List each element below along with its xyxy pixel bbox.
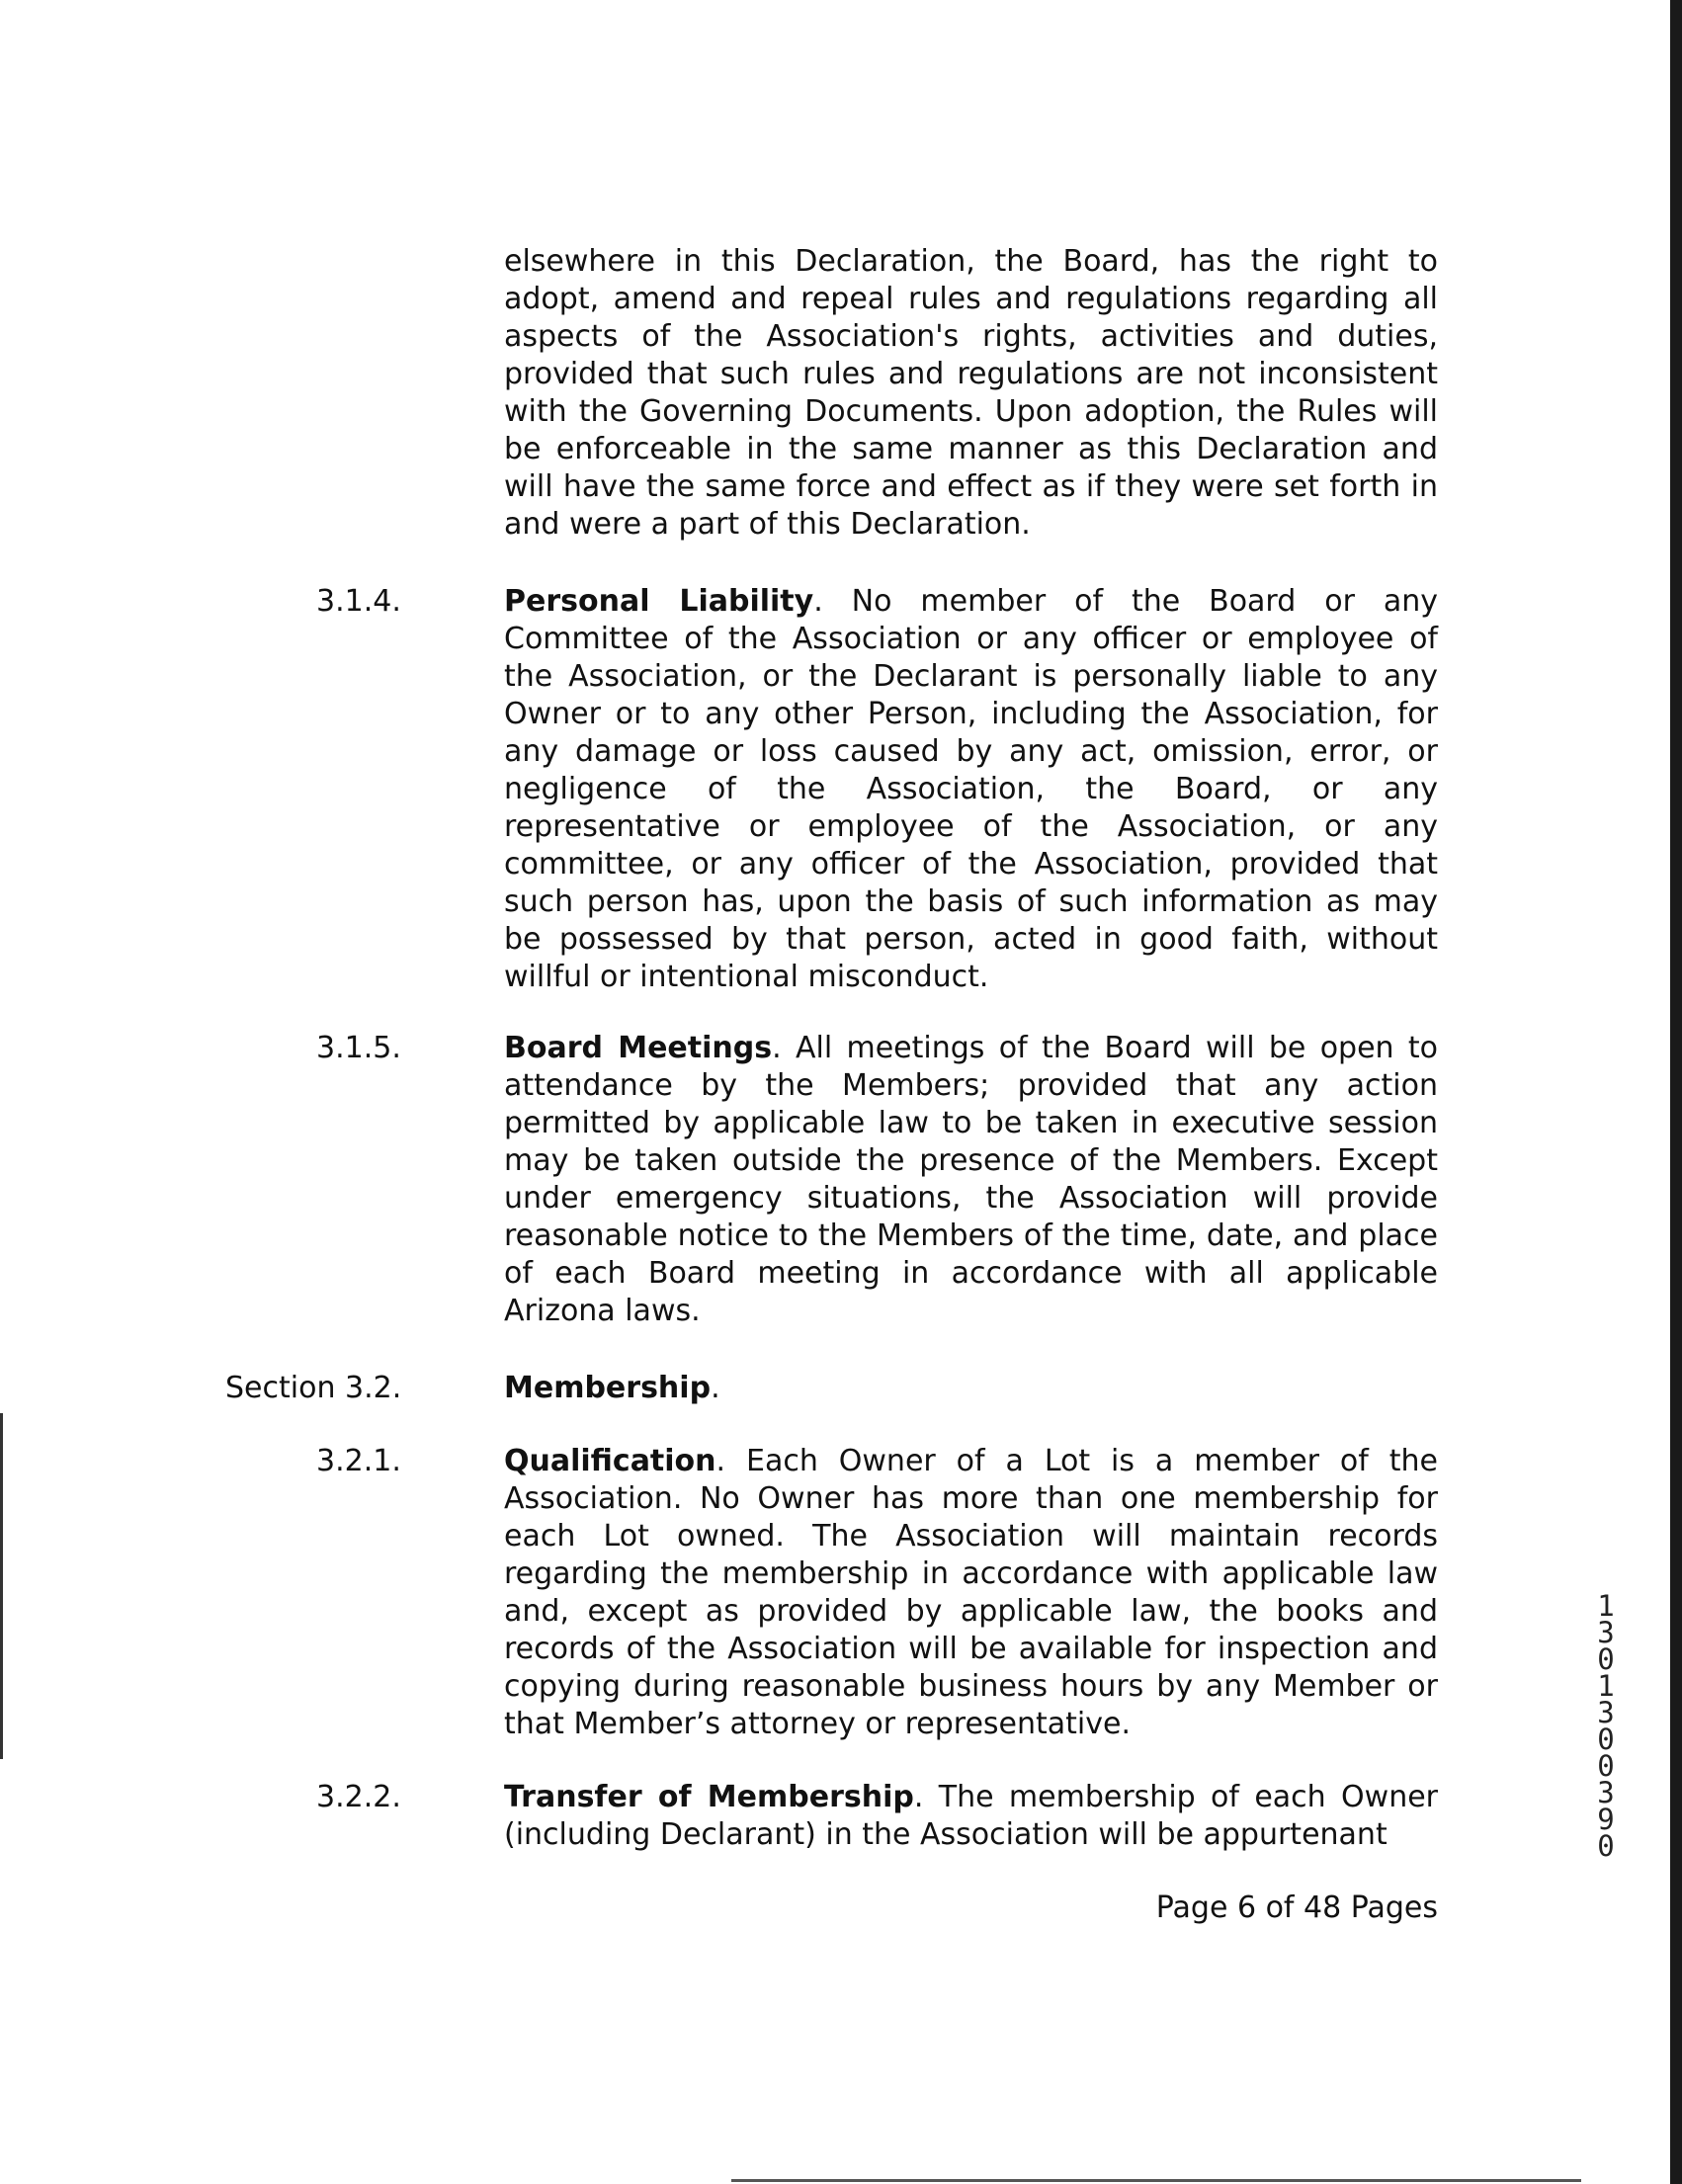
section-3-2-2-heading-punct: . — [913, 1780, 924, 1814]
section-number-3-2-1: 3.2.1. — [316, 1444, 401, 1478]
section-3-1-5-body: All meetings of the Board will be open to attendance by the Members; provided that any action permitted by applicable law to be taken in executive session may be taken outside the presence of the Members. Except under emergency situations, the Association will provide reasonable notice to the Members of the time, date, and place of each Board meeting in accordance with all applicable Arizona laws. — [504, 1031, 1438, 1328]
section-number-3-1-5: 3.1.5. — [316, 1031, 401, 1065]
scan-edge-right — [1670, 0, 1682, 2184]
section-3-1-4-heading: Personal Liability — [504, 584, 814, 619]
section-3-1-5-heading: Board Meetings — [504, 1031, 773, 1065]
section-number-3-2-2: 3.2.2. — [316, 1780, 401, 1814]
section-3-2-heading: Membership — [504, 1371, 712, 1405]
section-3-2-paragraph — [504, 1370, 1438, 1407]
section-3-1-4-paragraph — [504, 583, 1438, 996]
section-3-2-2-paragraph — [504, 1779, 1438, 1854]
section-3-2-1-body: Each Owner of a Lot is a member of the Association. No Owner has more than one membership for each Lot owned. The Association will maintain records regarding the membership in accordance with applicable law and, except as provided by applicable law, the books and records of the Association will be available for inspection and copying during reasonable business hours by any Member or that Member’s attorney or representative. — [504, 1444, 1438, 1741]
section-3-2-2-body: The membership of each Owner (including Declarant) in the Association will be appurtenant — [504, 1780, 1438, 1852]
recording-stamp: 13013 00390 — [1597, 1589, 1615, 1863]
section-3-2-1-heading: Qualification — [504, 1444, 716, 1478]
section-3-1-5-paragraph — [504, 1030, 1438, 1330]
section-3-2-1-paragraph — [504, 1443, 1438, 1743]
page-footer: Page 6 of 48 Pages — [1155, 1890, 1438, 1925]
section-3-1-4-heading-punct: . — [813, 584, 823, 619]
scan-edge-left-mark — [0, 1413, 3, 1759]
continuation-paragraph: elsewhere in this Declaration, the Board, has the right to adopt, amend and repeal rules and regulations regarding all aspects of the Association's rights, activities and duties, provided that such rules and regulations are not inconsistent with the Governing Documents. Upon adoption, the Rules will be enforceable in the same manner as this Declaration and will have the same force and effect as if they were set forth in and were a part of this Declaration. — [504, 244, 1438, 542]
scan-edge-bottom-mark — [731, 2179, 1581, 2182]
section-number-3-2: Section 3.2. — [225, 1371, 402, 1405]
section-3-1-5-heading-punct: . — [772, 1031, 782, 1065]
section-3-2-1-heading-punct: . — [715, 1444, 726, 1478]
section-3-2-2-heading: Transfer of Membership — [504, 1780, 914, 1814]
section-number-3-1-4: 3.1.4. — [316, 584, 401, 619]
section-3-1-4-body: No member of the Board or any Committee of the Association or any officer or employee of the Association, or the Declarant is personally liable to any Owner or to any other Person, including the Association, for any damage or loss caused by any act, omission, error, or negligence of the Association, the Board, or any representative or employee of the Association, or any committee, or any officer of the Association, provided that such person has, upon the basis of such information as may be possessed by that person, acted in good faith, without willful or intentional misconduct. — [504, 584, 1438, 994]
section-3-2-heading-punct: . — [711, 1371, 720, 1405]
